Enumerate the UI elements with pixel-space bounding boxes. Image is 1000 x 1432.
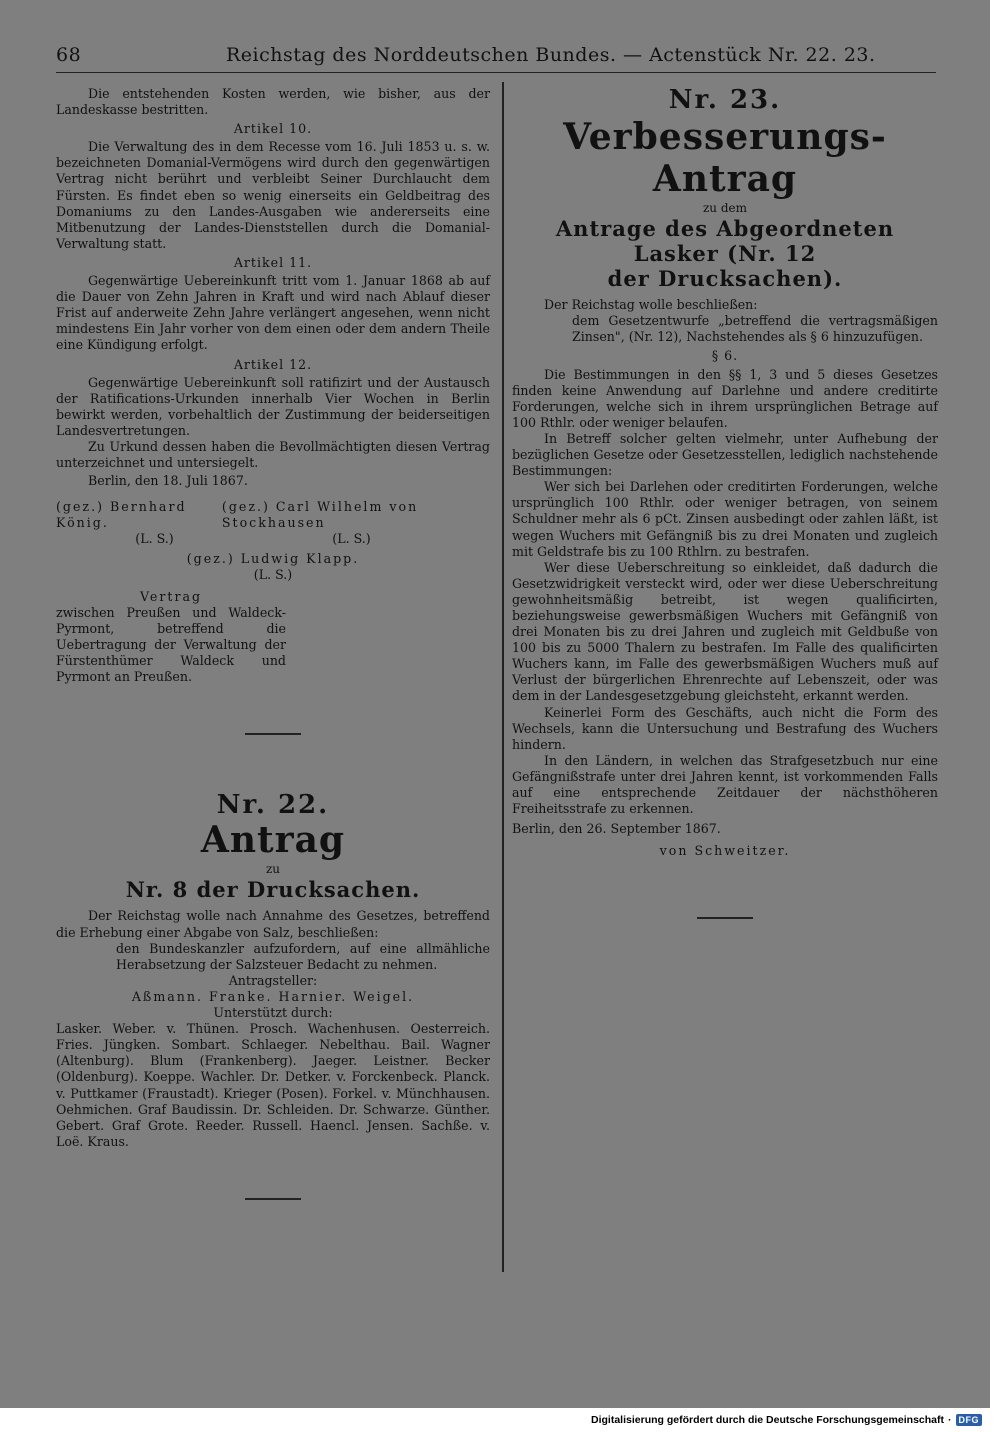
nr23-title: Nr. 23. — [668, 85, 782, 115]
nr22-intro: Der Reichstag wolle nach Annahme des Gesetzes, betreffend die Erhebung einer Abgabe von Salz, beschließen: — [56, 908, 490, 940]
article-12-text-2: Zu Urkund dessen haben die Bevollmächtigten diesen Vertrag unterzeichnet und untersiegelt. — [56, 438, 490, 471]
seal-a: (L. S.) — [135, 531, 174, 547]
footer-credit — [591, 1414, 982, 1426]
article-11-text: Gegenwärtige Uebereinkunft tritt vom 1. Januar 1868 ab auf die Dauer von Zehn Jahren in Kraft und wird nach Ablauf dieser Frist auf anderweite Zehn Jahre verlängert angesehen, wenn nicht mindestens Ein Jahr vorher von dem einen oder dem andern Theile eine Kündigung erfolgt. — [56, 273, 490, 353]
footer-text: Digitalisierung gefördert durch die Deutsche Forschungsgemeinschaft — [591, 1414, 944, 1426]
nr23-zu: zu dem — [702, 201, 748, 216]
intro-text: Die entstehenden Kosten werden, wie bisher, aus der Landeskasse bestritten. — [56, 86, 490, 118]
paragraph-6-heading: § 6. — [711, 348, 739, 364]
vertrag-block — [56, 589, 286, 686]
signature-stockhausen: (gez.) Carl Wilhelm von Stockhausen — [221, 499, 419, 531]
seal-b: (L. S.) — [332, 531, 371, 547]
signature-klapp: (gez.) Ludwig Klapp. — [186, 550, 360, 566]
header-rule — [56, 72, 936, 73]
seal-row-1 — [56, 531, 490, 547]
end-rule-right — [697, 917, 753, 919]
seal-c: (L. S.) — [253, 566, 293, 582]
paragraph-6-text-1: Die Bestimmungen in den §§ 1, 3 und 5 dieses Gesetzes finden keine Anwendung auf Darlehne und andere creditirte Forderungen, welche sich in ihrem ursprünglichen Betrage auf 100 Rthlr. oder weniger belaufen. — [512, 366, 938, 430]
page-number: 68 — [56, 44, 82, 66]
nr22-motion: den Bundeskanzler aufzufordern, auf eine allmähliche Herabsetzung der Salzsteuer Bedacht zu nehmen. — [116, 940, 490, 972]
paragraph-6-text-4: Wer diese Ueberschreitung so einkleidet, daß dadurch die Gesetzwidrigkeit versteckt wird, oder wer diese Ueberschreitung gewohnheitsmäßig betreibt, ist wegen qualificirten, beziehungsweise gewerbsmäßigen Wuchers mit Gefängniß von drei Monaten bis zu drei Jahren und zugleich mit Geldbuße von 100 bis zu 5000 Thalern zu bestrafen. Im Falle des qualificirten Wuchers kann, im Falle des gewerbsmäßigen Wuchers muß auf Verlust der bürgerlichen Ehrenrechte auf Lebenszeit, oder was dem in der Landesgesetzgebung gleichsteht, erkannt werden. — [512, 559, 938, 704]
nr23-subtitle-line1: Antrage des Abgeordneten Lasker (Nr. 12 — [555, 216, 895, 267]
article-12-heading: Artikel 12. — [233, 356, 313, 372]
end-rule-left — [245, 1198, 301, 1200]
nr23-motion: dem Gesetzentwurfe „betreffend die vertragsmäßigen Zinsen", (Nr. 12), Nachstehendes als § 6 hinzuzufügen. — [572, 313, 938, 345]
vertrag-text: zwischen Preußen und Waldeck-Pyrmont, betreffend die Uebertragung der Verwaltung der Fürstenthümer Waldeck und Pyrmont an Preußen. — [56, 604, 286, 685]
signature-row-1 — [56, 499, 490, 531]
signature-koenig: (gez.) Bernhard König. — [56, 499, 187, 531]
article-11-heading: Artikel 11. — [233, 254, 313, 270]
article-10-heading: Artikel 10. — [233, 121, 313, 137]
running-title: Reichstag des Norddeutschen Bundes. — Actenstück Nr. 22. 23. — [226, 44, 876, 66]
nr23-intro: Der Reichstag wolle beschließen: — [544, 297, 758, 313]
paragraph-6-text-2: In Betreff solcher gelten vielmehr, unter Aufhebung der bezüglichen Gesetze oder Gesetzesstellen, lediglich nachstehende Bestimmungen: — [512, 430, 938, 479]
nr22-subtitle: Nr. 8 der Drucksachen. — [125, 877, 421, 903]
vertrag-heading: Vertrag — [139, 588, 203, 604]
nr23-main-title: Verbesserungs-Antrag — [563, 116, 887, 201]
supporters-list: Lasker. Weber. v. Thünen. Prosch. Wachenhusen. Oesterreich. Fries. Jüngken. Sombart. Schlaeger. Nebelthau. Bail. Wagner (Altenburg). Blum (Frankenberg). Jaeger. Leistner. Becker (Oldenburg). Koeppe. Wachler. Dr. Detker. v. Forckenbeck. Planck. v. Puttkamer (Fraustadt). Krieger (Posen). Forkel. v. Münchhausen. Oehmichen. Graf Baudissin. Dr. Schleiden. Dr. Schwarze. Günther. Gebert. Graf Grote. Reeder. Russell. Haencl. Jensen. Sachße. v. Loë. Kraus. — [56, 1021, 490, 1149]
nr22-main-title: Antrag — [200, 819, 346, 862]
date-line: Berlin, den 18. Juli 1867. — [88, 473, 248, 489]
unterstuetzt-label: Unterstützt durch: — [213, 1005, 333, 1021]
footer-separator: · — [948, 1414, 952, 1426]
antragsteller-names: Aßmann. Franke. Harnier. Weigel. — [131, 988, 415, 1004]
page-header — [56, 44, 932, 74]
article-12-text: Gegenwärtige Uebereinkunft soll ratifizirt und der Austausch der Ratifications-Urkunden innerhalb Vier Wochen in Berlin bewirkt werden, vorbehaltlich der Zustimmung der beiderseitigen Landesvertretungen. — [56, 374, 490, 438]
paragraph-6-text-6: In den Ländern, in welchen das Strafgesetzbuch nur eine Gefängnißstrafe unter drei Jahren kennt, ist vorkommenden Falls auf eine entsprechende Zeitdauer der nächsthöheren Freiheitsstrafe zu erkennen. — [512, 752, 938, 817]
nr23-signature: von Schweitzer. — [659, 843, 791, 859]
antragsteller-label: Antragsteller: — [228, 972, 318, 988]
column-divider — [502, 82, 504, 1272]
paragraph-6-text-5: Keinerlei Form des Geschäfts, auch nicht die Form des Wechsels, kann die Untersuchung und Bestrafung des Wuchers hindern. — [512, 704, 938, 752]
nr22-zu: zu — [265, 862, 281, 877]
nr22-title: Nr. 22. — [216, 790, 330, 821]
nr23-date-line: Berlin, den 26. September 1867. — [512, 821, 721, 837]
dfg-logo-icon: DFG — [956, 1414, 983, 1426]
article-10-text: Die Verwaltung des in dem Recesse vom 16. Juli 1853 u. s. w. bezeichneten Domanial-Vermögens wird durch den gegenwärtigen Vertrag nicht berührt und verbleibt Seiner Durchlaucht dem Fürsten. Es findet eben so wenig einerseits ein Geldbeitrag des Domaniums zu den Landes-Ausgaben wie andererseits eine Mitbenutzung der Landes-Dienststellen durch die Domanial-Verwaltung statt. — [56, 139, 490, 251]
left-column — [56, 86, 490, 1200]
right-column — [512, 86, 938, 919]
nr23-subtitle-line2: der Drucksachen). — [607, 266, 843, 292]
paragraph-6-text-3: Wer sich bei Darlehen oder creditirten Forderungen, welche ursprünglich 100 Rthlr. oder weniger betragen, von seinem Schuldner mehr als 6 pCt. Zinsen ausbedingt oder zahlen läßt, ist wegen Wuchers mit Gefängniß bis zu drei Monaten und zugleich mit Geldstrafe bis zu 100 Rthlrn. zu bestrafen. — [512, 479, 938, 559]
